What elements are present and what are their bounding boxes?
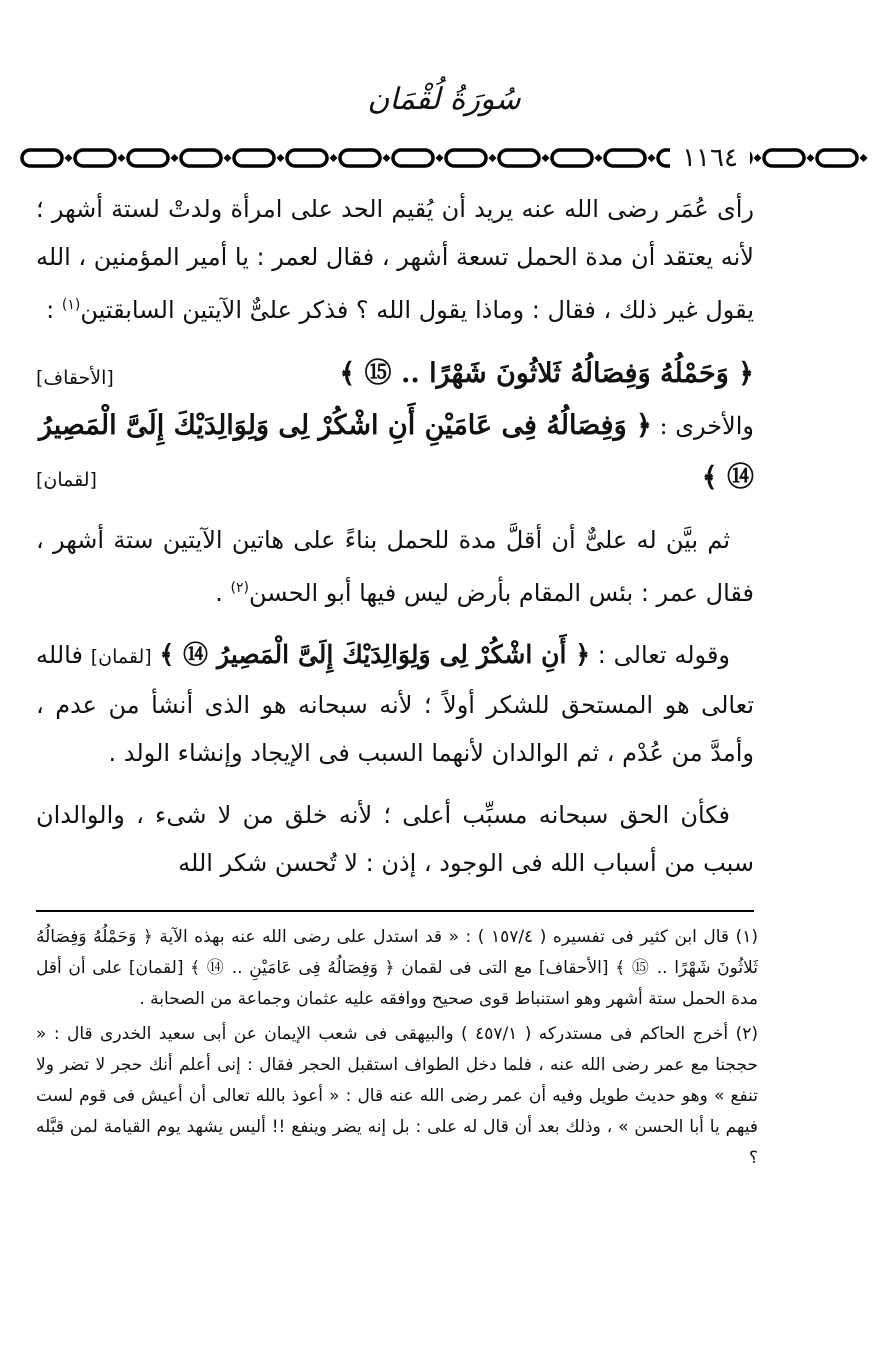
verse-text: ⑭ ﴾: [701, 462, 754, 493]
quran-verse-block: [36, 350, 754, 402]
quran-verse: [39, 402, 754, 450]
page-number: ١١٦٤: [670, 143, 750, 173]
quran-verse: ﴿ أَنِ اشْكُرْ لِى وَلِوَالِدَيْكَ إِلَىَّ الْمَصِيرُ ⑭ ﴾: [159, 640, 590, 669]
paragraph-text: فكأن الحق سبحانه مسبِّب أعلى ؛ لأنه خلق من لا شىء ، والوالدان سبب من أسباب الله فى الوجود ، إذن : لا تُحسن شكر الله: [36, 801, 754, 877]
paragraph-text: وقوله تعالى :: [589, 641, 731, 669]
verse-reference: [لقمان]: [90, 646, 152, 668]
paragraph: [36, 631, 754, 777]
verse-text: ﴿ وَفِصَالُهُ فِى عَامَيْنِ أَنِ اشْكُرْ لِى وَلِوَالِدَيْكَ إِلَىَّ الْمَصِيرُ: [38, 410, 652, 441]
verse-intro: والأخرى :: [651, 412, 754, 440]
paragraph-text: :: [46, 296, 62, 324]
footnotes: [36, 922, 758, 1178]
quran-verse-block: [36, 402, 754, 454]
paragraph-text: .: [215, 579, 231, 607]
surah-title: سُورَةُ لُقْمَان: [367, 82, 521, 117]
footnote-divider: [36, 910, 754, 912]
footnote: (١) قال ابن كثير فى تفسيره ( ١٥٧/٤ ) : « قد استدل على رضى الله عنه بهذه الآية ﴿ وَحَمْلُهُ وَفِصَالُهُ ثَلاثُونَ شَهْرًا .. ⑮ ﴾ [الأحقاف] مع التى فى لقمان ﴿ وَفِصَالُهُ فِى عَامَيْنِ .. ⑭ ﴾ [لقمان] على أن أقل مدة الحمل ستة أشهر وهو استنباط قوى صحيح ووافقه عليه عثمان وجماعة من الصحابة .: [36, 927, 758, 1009]
verse-reference: [لقمان]: [36, 469, 97, 491]
quran-verse: ﴿ وَحَمْلُهُ وَفِصَالُهُ ثَلاثُونَ شَهْرًا .. ⑮ ﴾: [339, 358, 754, 389]
paragraph-text: فالله تعالى هو المستحق للشكر أولاً ؛ لأنه سبحانه هو الذى أنشأ من عدم ، وأمدَّ من عُدْم ، ثم الوالدان لأنهما السبب فى الإيجاد وإنشاء الولد .: [36, 641, 754, 767]
paragraph: [36, 791, 754, 887]
paragraph: [36, 185, 754, 334]
footnote-marker[interactable]: (١): [61, 297, 81, 313]
paragraph-text: رأى عُمَر رضى الله عنه يريد أن يُقيم الحد على امرأة ولدتْ لستة أشهر ؛ لأنه يعتقد أن مدة الحمل تسعة أشهر ، فقال لعمر : يا أمير المؤمنين ، الله يقول غير ذلك ، فقال : وماذا يقول الله ؟ فذكر علىٌّ الآيتين السابقتين: [36, 195, 754, 324]
main-text: [36, 185, 754, 887]
paragraph: [36, 516, 754, 617]
paragraph-text: ثم بيَّن له علىٌّ أن أقلَّ مدة للحمل بناءً على هاتين الآيتين ستة أشهر ، فقال عمر : بئس المقام بأرض ليس فيها أبو الحسن: [36, 526, 754, 607]
footnote-marker[interactable]: (٢): [230, 580, 250, 596]
quran-verse-block: [36, 454, 754, 502]
footnote: (٢) أخرج الحاكم فى مستدركه ( ٤٥٧/١ ) والبيهقى فى شعب الإيمان عن أبى سعيد الخدرى قال : « حججنا مع عمر رضى الله عنه ، فلما دخل الطواف استقبل الحجر فقال : إنى أعلم أنك حجر لا تضر ولا تنفع » وهو حديث طويل وفيه أن عمر رضى الله عنه قال : « أعوذ بالله تعالى أن أعيش فى قوم لست فيهم يا أبا الحسن » ، وذلك بعد أن قال له على : بل إنه يضر وينفع !! أليس يشهد يوم القيامة لمن قبَّله ؟: [36, 1024, 758, 1168]
verse-reference: [الأحقاف]: [36, 367, 114, 389]
